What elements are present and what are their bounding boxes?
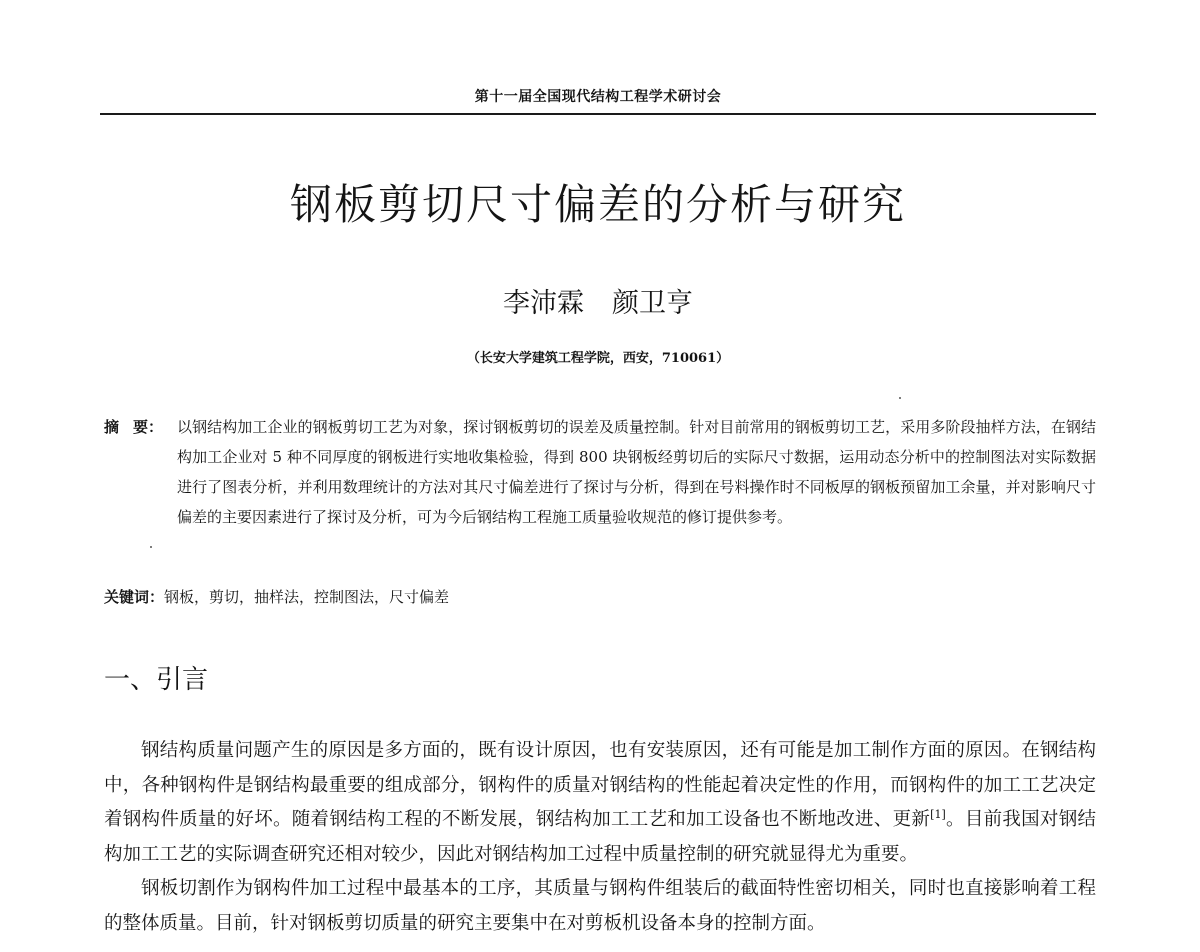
citation-ref: [1]: [930, 807, 946, 821]
paragraph: 钢板切割作为钢构件加工过程中最基本的工序，其质量与钢构件组装后的截面特性密切相关，同时也直接影响着工程的整体质量。目前，针对钢板剪切质量的研究主要集中在对剪板机设备本身的控制方面。: [104, 878, 1096, 934]
keywords-line: [104, 582, 1096, 612]
header-rule: [100, 113, 1096, 115]
scan-speck: [150, 546, 152, 548]
running-header: 第十一届全国现代结构工程学术研讨会: [474, 89, 722, 105]
paragraph: 钢结构质量问题产生的原因是多方面的，既有设计原因，也有安装原因，还有可能是加工制作方面的原因。在钢结构中，各种钢构件是钢结构最重要的组成部分，钢构件的质量对钢结构的性能起着决定性的作用，而钢构件的加工工艺决定着钢构件质量的好坏。随着钢结构工程的不断发展，钢结构加工工艺和加工设备也不断地改进、更新[1]。目前我国对钢结构加工工艺的实际调查研究还相对较少，因此对钢结构加工过程中质量控制的研究就显得尤为重要。: [104, 740, 1096, 865]
paper-title: 钢板剪切尺寸偏差的分析与研究: [289, 180, 906, 229]
affiliation: （长安大学建筑工程学院，西安，710061）: [466, 351, 730, 366]
section-heading: 一、引言: [104, 665, 209, 695]
abstract-block: [104, 412, 1096, 532]
author-list: [0, 286, 1196, 322]
abstract-label: 摘 要：: [104, 418, 164, 436]
keywords-label: 关键词：: [104, 588, 165, 606]
scan-speck: [899, 397, 901, 399]
author-name: 李沛霖: [503, 288, 584, 319]
abstract-text: 以钢结构加工企业的钢板剪切工艺为对象，探讨钢板剪切的误差及质量控制。针对目前常用的钢板剪切工艺，采用多阶段抽样方法，在钢结构加工企业对 5 种不同厚度的钢板进行实地收集检验，得到 800 块钢板经剪切后的实际尺寸数据，运用动态分析中的控制图法对实际数据进行了图表分析，并利用数理统计的方法对其尺寸偏差进行了探讨与分析，得到在号料操作时不同板厚的钢板预留加工余量，并对影响尺寸偏差的主要因素进行了探讨及分析，可为今后钢结构工程施工质量验收规范的修订提供参考。: [177, 418, 1096, 526]
author-name: 颜卫亨: [612, 288, 693, 319]
keywords-text: 钢板，剪切，抽样法，控制图法，尺寸偏差: [164, 588, 450, 606]
section-body: [104, 734, 1096, 941]
